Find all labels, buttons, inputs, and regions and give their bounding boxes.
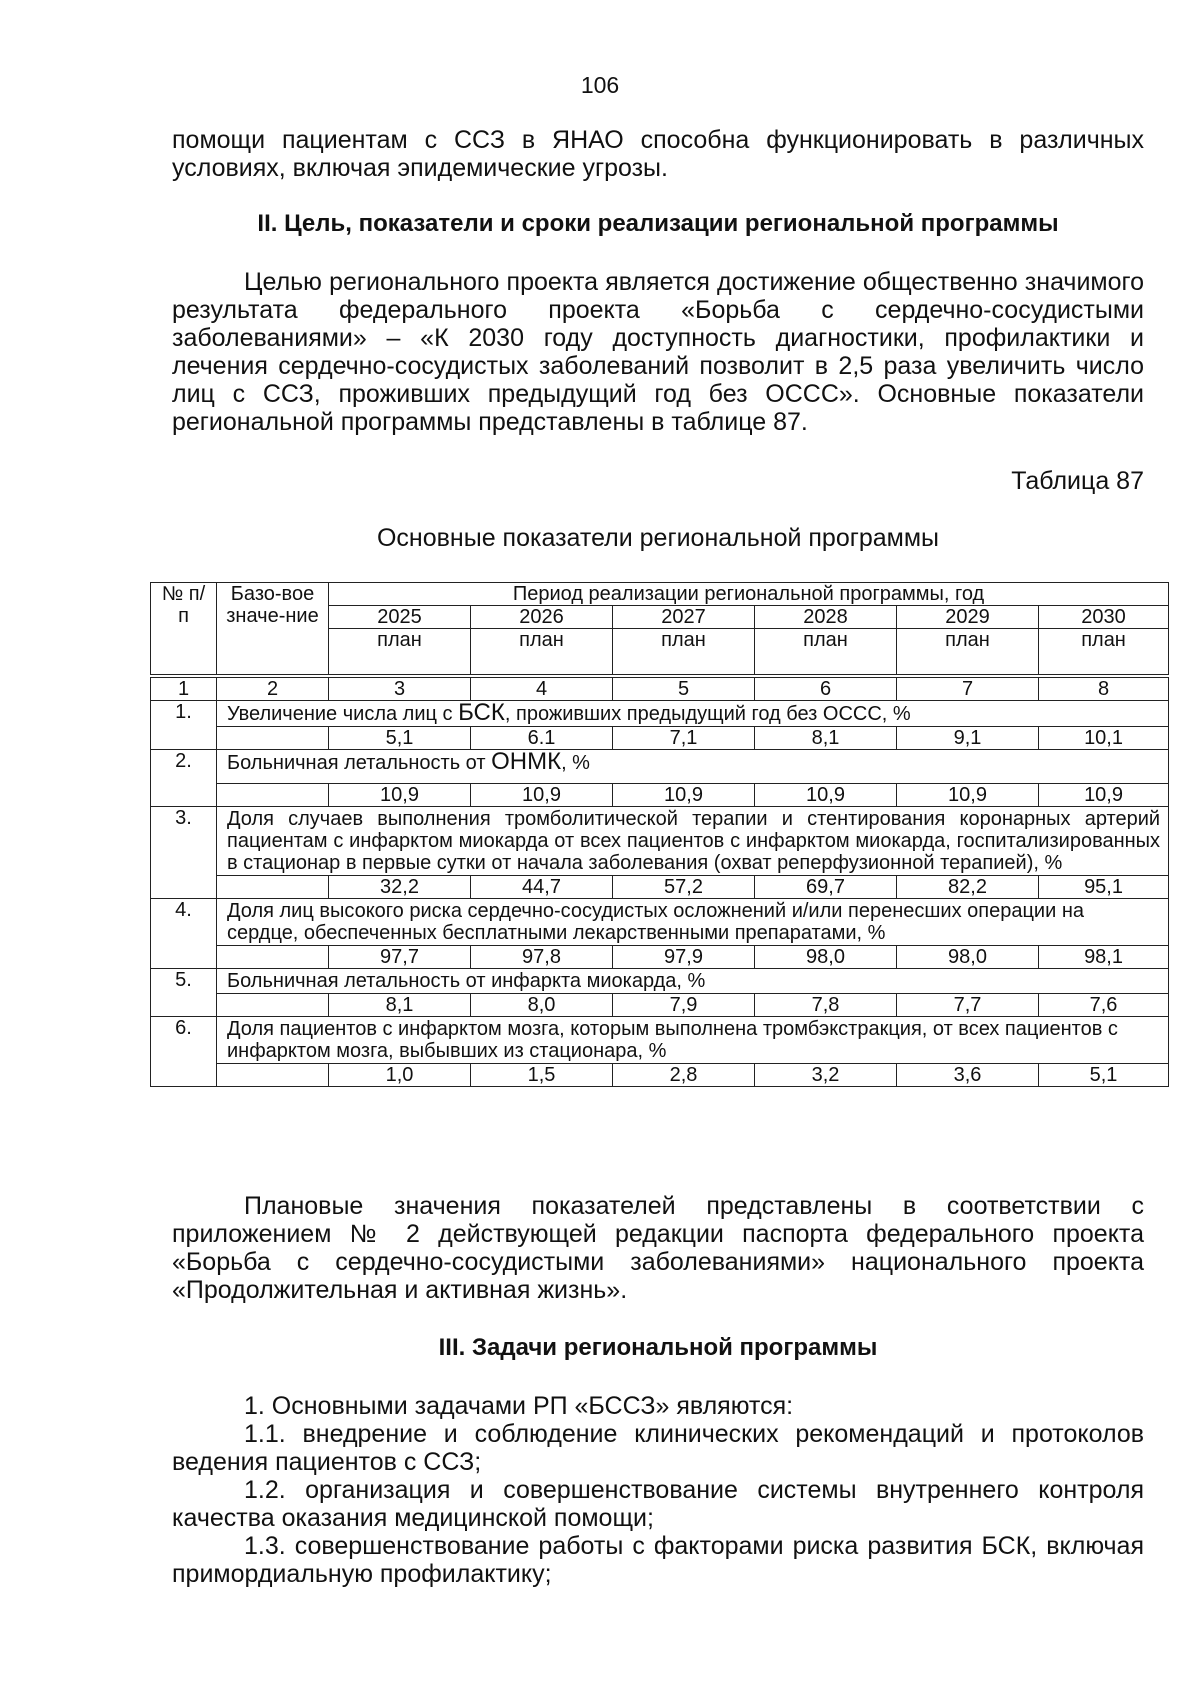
header-year: 2025 xyxy=(329,606,471,629)
indicator-value: 5,1 xyxy=(329,727,471,750)
indicator-value: 8,1 xyxy=(755,727,897,750)
section-2-heading: II. Цель, показатели и сроки реализации региональной программы xyxy=(257,210,1059,237)
indicator-value: 98,0 xyxy=(755,946,897,969)
indicator-value: 97,8 xyxy=(471,946,613,969)
after-table-paragraph: Плановые значения показателей представлены в соответствии с приложением № 2 действующей редакции паспорта федерального проекта «Борьба с сердечно-сосудистыми заболеваниями» национального проекта «Продолжительная и активная жизнь». xyxy=(172,1192,1144,1304)
column-number: 5 xyxy=(613,678,755,701)
indicator-base-value xyxy=(217,727,329,750)
indicator-base-value xyxy=(217,946,329,969)
table-title: Основные показатели региональной программы xyxy=(376,524,940,552)
column-number: 1 xyxy=(151,678,217,701)
header-year: 2029 xyxy=(897,606,1039,629)
indicator-row-description xyxy=(151,750,1169,784)
indicator-value: 3,6 xyxy=(897,1064,1039,1087)
indicator-value: 10,9 xyxy=(897,784,1039,807)
indicator-value: 1,5 xyxy=(471,1064,613,1087)
column-number: 4 xyxy=(471,678,613,701)
column-number: 6 xyxy=(755,678,897,701)
indicator-row-values xyxy=(151,1064,1169,1087)
indicator-row-description xyxy=(151,969,1169,994)
column-number: 7 xyxy=(897,678,1039,701)
indicator-row-values xyxy=(151,727,1169,750)
header-plan: план xyxy=(613,629,755,675)
indicator-value: 97,9 xyxy=(613,946,755,969)
header-num: № п/п xyxy=(151,583,217,675)
header-year: 2026 xyxy=(471,606,613,629)
indicator-number: 5. xyxy=(151,969,217,1017)
indicator-value: 10,9 xyxy=(1039,784,1169,807)
indicator-value: 10,9 xyxy=(755,784,897,807)
header-plan: план xyxy=(897,629,1039,675)
indicator-value: 82,2 xyxy=(897,876,1039,899)
indicator-value: 3,2 xyxy=(755,1064,897,1087)
header-plan: план xyxy=(471,629,613,675)
indicator-row-values xyxy=(151,876,1169,899)
indicator-number: 4. xyxy=(151,899,217,969)
header-year: 2030 xyxy=(1039,606,1169,629)
indicator-value: 44,7 xyxy=(471,876,613,899)
indicator-row-description xyxy=(151,1017,1169,1064)
indicator-row-description xyxy=(151,807,1169,876)
indicator-value: 10,9 xyxy=(471,784,613,807)
indicator-number: 3. xyxy=(151,807,217,899)
indicator-value: 97,7 xyxy=(329,946,471,969)
indicators-table xyxy=(150,582,1169,1087)
indicator-base-value xyxy=(217,784,329,807)
indicator-value: 7,7 xyxy=(897,994,1039,1017)
column-number: 2 xyxy=(217,678,329,701)
indicator-value: 10,1 xyxy=(1039,727,1169,750)
indicator-description: Больничная летальность от ОНМК, % xyxy=(217,750,1169,784)
indicator-value: 10,9 xyxy=(329,784,471,807)
header-plan: план xyxy=(329,629,471,675)
tasks-list-item: 1. Основными задачами РП «БССЗ» являются: xyxy=(244,1392,794,1420)
indicator-value: 5,1 xyxy=(1039,1064,1169,1087)
section-2-paragraph: Целью регионального проекта является достижение общественно значимого результата федерального проекта «Борьба с сердечно-сосудистыми заболеваниями» – «К 2030 году доступность диагностики, профилактики и лечения сердечно-сосудистых заболеваний позволит в 2,5 раза увеличить число лиц с ССЗ, проживших предыдущий год без ОССС». Основные показатели региональной программы представлены в таблице 87. xyxy=(172,268,1144,436)
intro-paragraph: помощи пациентам с ССЗ в ЯНАО способна функционировать в различных условиях, включая эпидемические угрозы. xyxy=(172,126,1144,182)
header-base: Базо-вое значе-ние xyxy=(217,583,329,675)
indicator-value: 2,8 xyxy=(613,1064,755,1087)
indicator-value: 7,1 xyxy=(613,727,755,750)
indicator-value: 8,0 xyxy=(471,994,613,1017)
indicator-value: 95,1 xyxy=(1039,876,1169,899)
table-header-row-1 xyxy=(151,583,1169,606)
tasks-list-item: 1.1. внедрение и соблюдение клинических рекомендаций и протоколов ведения пациентов с ССЗ; xyxy=(172,1420,1144,1476)
indicator-row-values xyxy=(151,784,1169,807)
page-number: 106 xyxy=(580,72,620,98)
column-number: 3 xyxy=(329,678,471,701)
indicator-value: 69,7 xyxy=(755,876,897,899)
indicator-value: 98,0 xyxy=(897,946,1039,969)
indicator-value: 7,8 xyxy=(755,994,897,1017)
indicator-number: 2. xyxy=(151,750,217,807)
indicator-base-value xyxy=(217,1064,329,1087)
indicator-row-description xyxy=(151,701,1169,727)
indicator-base-value xyxy=(217,876,329,899)
indicator-description: Доля случаев выполнения тромболитической терапии и стентирования коронарных артерий пациентам с инфарктом миокарда от всех пациентов с инфарктом миокарда, госпитализированных в стационар в первые сутки от начала заболевания (охват реперфузионной терапией), % xyxy=(217,807,1169,876)
indicator-row-values xyxy=(151,946,1169,969)
indicator-value: 10,9 xyxy=(613,784,755,807)
indicator-row-values xyxy=(151,994,1169,1017)
header-plan: план xyxy=(1039,629,1169,675)
indicator-value: 6.1 xyxy=(471,727,613,750)
tasks-list-item: 1.2. организация и совершенствование системы внутреннего контроля качества оказания медицинской помощи; xyxy=(172,1476,1144,1532)
indicator-number: 1. xyxy=(151,701,217,750)
tasks-list xyxy=(172,1392,1144,1588)
header-year: 2028 xyxy=(755,606,897,629)
indicator-value: 8,1 xyxy=(329,994,471,1017)
indicator-value: 7,6 xyxy=(1039,994,1169,1017)
indicator-base-value xyxy=(217,994,329,1017)
indicator-description: Больничная летальность от инфаркта миокарда, % xyxy=(217,969,1169,994)
indicator-value: 32,2 xyxy=(329,876,471,899)
indicator-value: 9,1 xyxy=(897,727,1039,750)
column-number: 8 xyxy=(1039,678,1169,701)
indicator-value: 57,2 xyxy=(613,876,755,899)
tasks-list-item: 1.3. совершенствование работы с факторами риска развития БСК, включая примордиальную профилактику; xyxy=(172,1532,1144,1588)
header-plan: план xyxy=(755,629,897,675)
section-3-heading: III. Задачи региональной программы xyxy=(438,1334,878,1361)
indicator-value: 1,0 xyxy=(329,1064,471,1087)
header-year: 2027 xyxy=(613,606,755,629)
indicator-number: 6. xyxy=(151,1017,217,1087)
header-period: Период реализации региональной программы, год xyxy=(329,583,1169,606)
indicator-description: Доля лиц высокого риска сердечно-сосудистых осложнений и/или перенесших операции на сердце, обеспеченных бесплатными лекарственными препаратами, % xyxy=(217,899,1169,946)
indicator-value: 7,9 xyxy=(613,994,755,1017)
indicator-description: Доля пациентов с инфарктом мозга, которым выполнена тромбэкстракция, от всех пациентов с инфарктом мозга, выбывших из стационара, % xyxy=(217,1017,1169,1064)
indicator-description: Увеличение числа лиц с БСК, проживших предыдущий год без ОССС, % xyxy=(217,701,1169,727)
column-numbers-row xyxy=(151,678,1169,701)
table-number-label: Таблица 87 xyxy=(1011,467,1144,495)
indicator-row-description xyxy=(151,899,1169,946)
indicator-value: 98,1 xyxy=(1039,946,1169,969)
